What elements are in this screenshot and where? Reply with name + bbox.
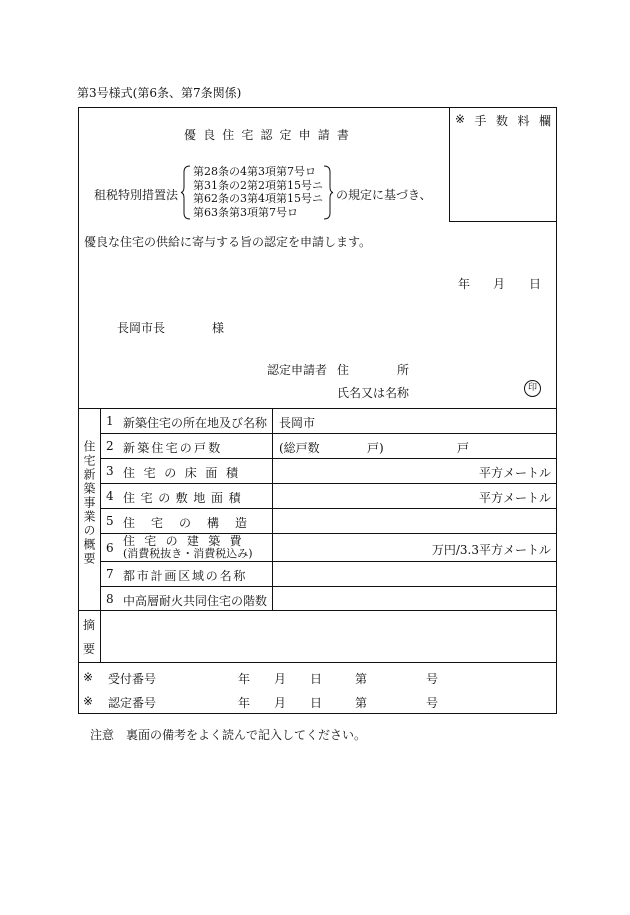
reception-month-label: 月 [274,672,287,686]
row-number: 5 [106,514,114,528]
reception-number-label: 受付番号 [108,672,157,686]
note-text: 裏面の備考をよく読んで記入してください。 [126,728,367,742]
row-divider [100,433,557,434]
certification-month-label: 月 [274,696,287,710]
row-sublabel-tax: (消費税抜き・消費税込み) [123,547,253,560]
reception-dai-label: 第 [355,672,368,686]
law-article: 第62条の3第4項第15号ニ [193,192,323,206]
row-label-floor-area: 住宅の床面積 [123,466,247,480]
structure-input[interactable] [274,510,554,532]
certification-year-label: 年 [238,696,251,710]
certification-gou-label: 号 [426,696,439,710]
certification-dai-label: 第 [355,696,368,710]
overview-side-label: 住宅新築事業の概要 [82,440,96,566]
form-title: 優 良 住 宅 認 定 申 請 書 [184,128,349,142]
right-brace-icon [322,165,334,220]
left-brace-icon [180,165,192,220]
row-divider [100,458,557,459]
row-divider [100,508,557,509]
fee-char: 欄 [538,114,551,128]
floor-area-unit: 平方メートル [478,466,551,480]
remarks-input[interactable] [102,612,554,660]
row-number: 7 [106,567,114,581]
total-units-open: (総戸数 [279,441,320,455]
fee-char: 料 [517,114,530,128]
law-prefix: 租税特別措置法 [94,188,179,202]
row-number: 4 [106,489,114,503]
row-label-floors: 中高層耐火共同住宅の階数 [123,594,268,608]
remarks-divider [100,610,101,662]
location-value[interactable]: 長岡市 [279,416,316,430]
units-input[interactable] [400,437,454,454]
date-month-label: 月 [493,277,506,291]
fee-char: 数 [496,114,509,128]
fee-char: 手 [474,114,487,128]
row-divider [100,483,557,484]
fee-box-label [455,112,551,129]
row-label-building-cost: 住宅の建築費 [123,535,251,548]
overview-bottom-border [78,610,557,611]
building-cost-unit: 万円/3.3平方メートル [431,543,551,557]
row-number: 6 [106,541,114,555]
row-label-site-area: 住宅の敷地面積 [123,491,247,505]
site-area-unit: 平方メートル [478,491,551,505]
row-number: 8 [106,592,114,606]
fee-box-bottom-border [449,221,557,222]
law-articles [193,165,323,219]
official-mark: ※ [83,694,94,708]
certification-number-label: 認定番号 [108,696,157,710]
remarks-label-char: 要 [83,642,96,656]
row-divider [100,533,557,534]
applicant-role: 認定申請者 [267,363,328,377]
addressee-name: 長岡市長 [117,321,166,335]
request-sentence: 優良な住宅の供給に寄与する旨の認定を申請します。 [84,235,372,249]
law-article: 第28条の4第3項第7号ロ [193,165,316,178]
remarks-bottom-border [78,662,557,663]
overview-top-border [78,408,557,409]
row-label-structure: 住宅の構造 [123,516,264,530]
remarks-label-char: 摘 [83,618,96,632]
law-suffix: の規定に基づき、 [336,188,432,202]
fee-box-left-border [449,107,450,221]
overview-column-divider [272,408,273,610]
units-unit: 戸 [457,441,470,455]
city-planning-input[interactable] [274,563,554,585]
total-units-input[interactable] [322,437,364,454]
applicant-name-label: 氏名又は名称 [337,386,410,400]
date-year-label: 年 [458,277,471,291]
law-article: 第31条の2第2項第15号ニ [193,178,323,192]
total-units-unit: 戸) [367,441,384,455]
official-mark: ※ [83,670,94,684]
applicant-address-label: 住 所 [337,363,409,377]
row-number: 1 [106,414,114,428]
law-article: 第63条第3項第7号ロ [193,205,298,219]
reception-gou-label: 号 [426,672,439,686]
row-number: 2 [106,439,114,453]
certification-day-label: 日 [310,696,323,710]
fee-mark: ※ [455,112,466,126]
site-area-input[interactable] [274,485,474,507]
reception-year-label: 年 [238,672,251,686]
note-label: 注意 [90,728,115,742]
overview-side-divider [100,408,101,610]
row-label-units: 新築住宅の戸数 [123,441,223,455]
row-label-location: 新築住宅の所在地及び名称 [123,416,267,430]
row-divider [100,561,557,562]
row-divider [100,586,557,587]
row-number: 3 [106,464,114,478]
reception-day-label: 日 [310,672,323,686]
building-cost-input[interactable] [274,535,424,559]
form-number: 第3号様式(第6条、第7条関係) [77,86,242,100]
date-day-label: 日 [529,277,542,291]
floor-area-input[interactable] [274,460,474,482]
row-label-city-planning: 都市計画区域の名称 [123,569,248,583]
seal-mark-icon: 印 [524,380,541,397]
floors-input[interactable] [274,588,554,609]
addressee-honorific: 様 [212,321,225,335]
